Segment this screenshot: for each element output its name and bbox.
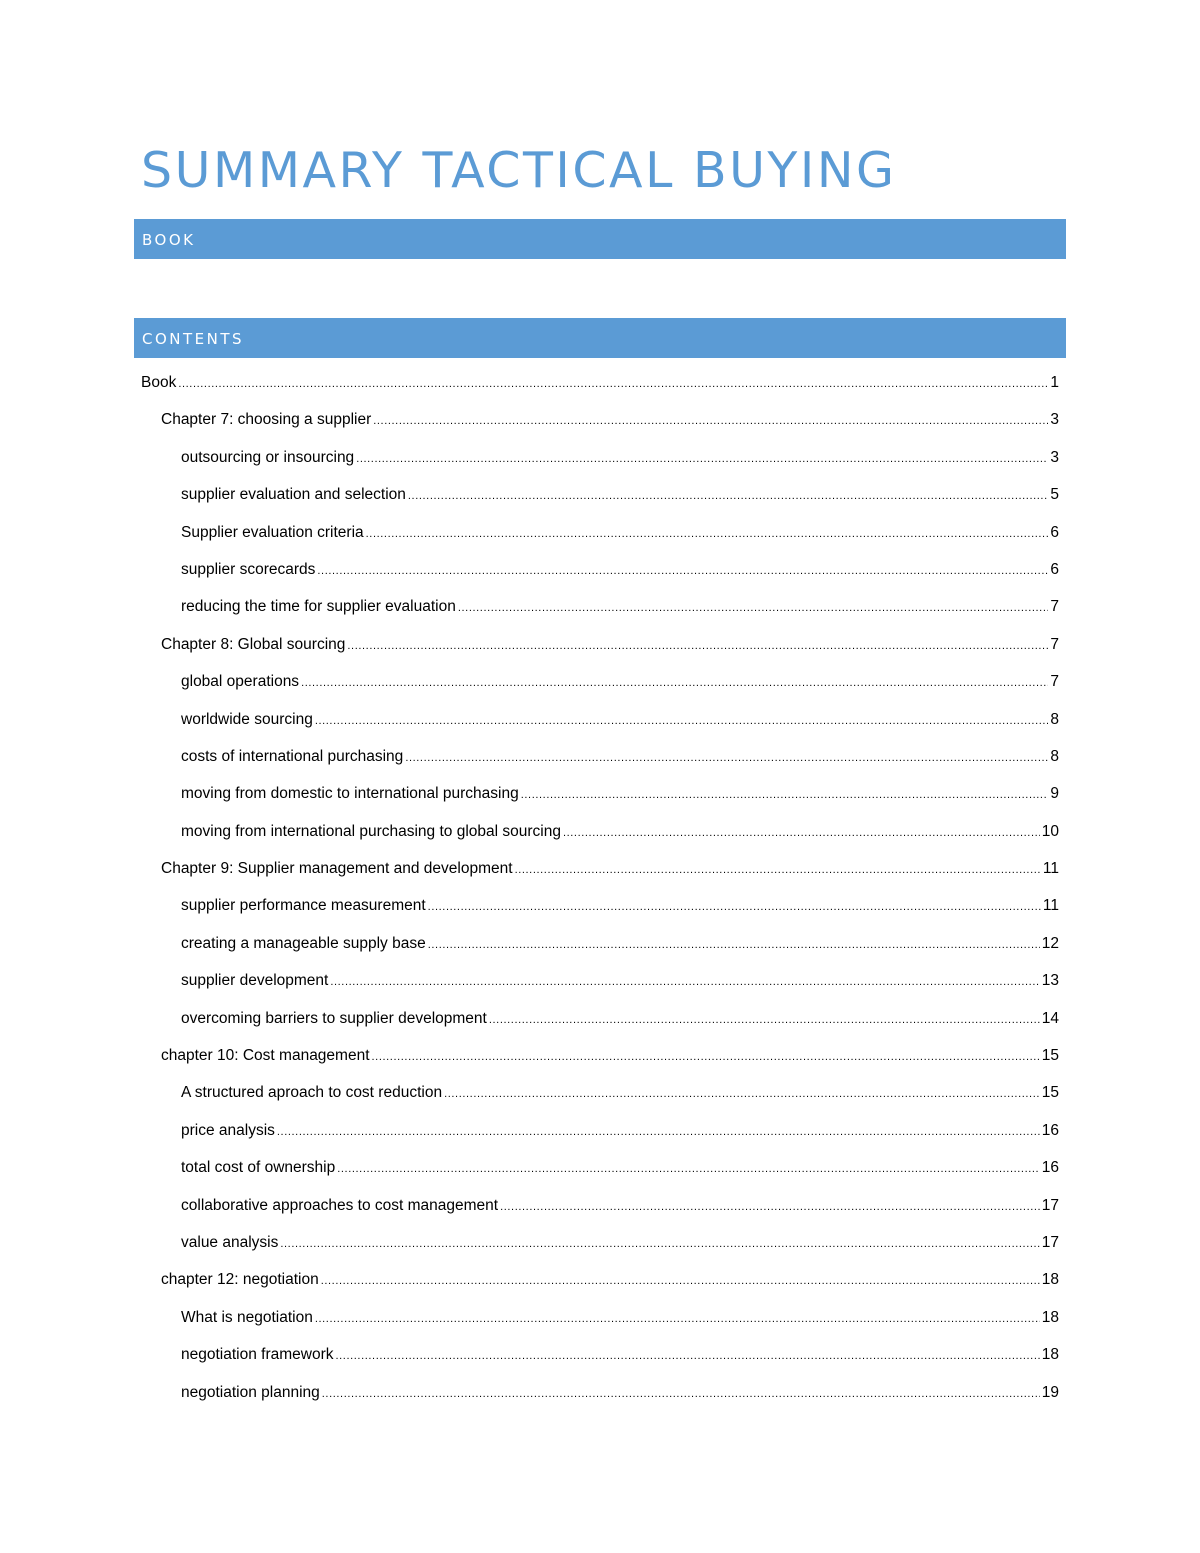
toc-dot-leader	[372, 1037, 1040, 1076]
toc-entry[interactable]	[141, 701, 1059, 738]
toc-entry-label[interactable]: costs of international purchasing	[181, 747, 404, 765]
toc-dot-leader	[563, 813, 1040, 852]
toc-entry-label[interactable]: Supplier evaluation criteria	[181, 523, 364, 541]
toc-entry-label[interactable]: What is negotiation	[181, 1308, 313, 1326]
toc-entry-page-number[interactable]: 8	[1050, 710, 1059, 728]
toc-entry-page-number[interactable]: 16	[1041, 1121, 1059, 1139]
toc-entry-label[interactable]: supplier performance measurement	[181, 897, 426, 915]
toc-entry[interactable]	[141, 775, 1059, 812]
toc-entry[interactable]	[141, 476, 1059, 513]
toc-entry-page-number[interactable]: 18	[1041, 1346, 1059, 1364]
toc-entry-label[interactable]: value analysis	[181, 1233, 279, 1251]
toc-entry-page-number[interactable]: 1	[1050, 374, 1059, 391]
toc-dot-leader	[322, 1374, 1040, 1413]
toc-entry-page-number[interactable]: 15	[1041, 1047, 1059, 1065]
toc-entry-page-number[interactable]: 7	[1050, 635, 1059, 653]
toc-dot-leader	[489, 1000, 1040, 1039]
toc-entry-page-number[interactable]: 18	[1041, 1308, 1059, 1326]
toc-entry-label[interactable]: collaborative approaches to cost management	[181, 1196, 499, 1214]
toc-entry-page-number[interactable]: 12	[1041, 934, 1059, 952]
toc-entry-label[interactable]: negotiation framework	[181, 1346, 334, 1364]
toc-entry[interactable]	[141, 401, 1059, 438]
toc-dot-leader	[373, 401, 1048, 440]
toc-entry[interactable]	[141, 887, 1059, 924]
toc-entry-page-number[interactable]: 15	[1041, 1084, 1059, 1102]
section-heading-contents	[134, 318, 1066, 358]
toc-entry[interactable]	[141, 1187, 1059, 1224]
toc-entry[interactable]	[141, 514, 1059, 551]
toc-entry-label[interactable]: chapter 12: negotiation	[161, 1271, 319, 1289]
toc-entry-label[interactable]: negotiation planning	[181, 1383, 320, 1401]
toc-entry[interactable]	[141, 738, 1059, 775]
toc-dot-leader	[366, 514, 1049, 553]
toc-entry-label[interactable]: total cost of ownership	[181, 1159, 336, 1177]
toc-entry[interactable]	[141, 1261, 1059, 1298]
toc-entry-page-number[interactable]: 18	[1041, 1271, 1059, 1289]
toc-entry-page-number[interactable]: 10	[1041, 822, 1059, 840]
toc-entry-label[interactable]: overcoming barriers to supplier development	[181, 1009, 487, 1027]
toc-entry-label[interactable]: Chapter 7: choosing a supplier	[161, 411, 372, 429]
toc-entry[interactable]	[141, 1074, 1059, 1111]
toc-entry-page-number[interactable]: 3	[1050, 448, 1059, 466]
toc-entry-page-number[interactable]: 3	[1050, 411, 1059, 429]
toc-dot-leader	[315, 701, 1049, 740]
toc-entry-label[interactable]: global operations	[181, 673, 300, 691]
toc-entry-label[interactable]: moving from international purchasing to global sourcing	[181, 822, 561, 840]
toc-entry[interactable]	[141, 1336, 1059, 1373]
toc-dot-leader	[315, 1299, 1040, 1338]
toc-entry[interactable]	[141, 1299, 1059, 1336]
document-title: SUMMARY TACTICAL BUYING	[141, 142, 897, 199]
toc-entry-label[interactable]: Chapter 9: Supplier management and development	[161, 860, 513, 878]
toc-dot-leader	[280, 1224, 1039, 1263]
toc-entry-page-number[interactable]: 19	[1041, 1383, 1059, 1401]
toc-entry[interactable]	[141, 850, 1059, 887]
toc-entry[interactable]	[141, 1224, 1059, 1261]
toc-dot-leader	[178, 364, 1048, 403]
toc-dot-leader	[277, 1112, 1040, 1151]
toc-dot-leader	[356, 439, 1048, 478]
toc-entry[interactable]	[141, 551, 1059, 588]
toc-entry-page-number[interactable]: 5	[1050, 486, 1059, 504]
toc-entry[interactable]	[141, 1149, 1059, 1186]
toc-entry[interactable]	[141, 663, 1059, 700]
toc-entry[interactable]	[141, 1374, 1059, 1411]
toc-entry-label[interactable]: supplier scorecards	[181, 560, 316, 578]
toc-dot-leader	[405, 738, 1048, 777]
toc-entry[interactable]	[141, 1112, 1059, 1149]
toc-entry[interactable]	[141, 1000, 1059, 1037]
toc-entry-label[interactable]: Book	[141, 374, 177, 391]
toc-entry-page-number[interactable]: 6	[1050, 523, 1059, 541]
toc-entry-page-number[interactable]: 14	[1041, 1009, 1059, 1027]
toc-entry-label[interactable]: chapter 10: Cost management	[161, 1047, 370, 1065]
toc-entry-label[interactable]: moving from domestic to international purchasing	[181, 785, 519, 803]
table-of-contents	[141, 364, 1059, 1411]
toc-dot-leader	[521, 775, 1049, 814]
toc-entry-label[interactable]: worldwide sourcing	[181, 710, 313, 728]
toc-entry[interactable]	[141, 1037, 1059, 1074]
toc-entry-page-number[interactable]: 7	[1050, 598, 1059, 616]
section-heading-book	[134, 219, 1066, 259]
section-heading-contents-label: CONTENTS	[142, 330, 245, 348]
toc-entry-page-number[interactable]: 17	[1041, 1233, 1059, 1251]
toc-entry-label[interactable]: price analysis	[181, 1121, 275, 1139]
toc-entry[interactable]	[141, 962, 1059, 999]
toc-dot-leader	[428, 887, 1041, 926]
toc-entry[interactable]	[141, 925, 1059, 962]
toc-entry[interactable]	[141, 626, 1059, 663]
toc-entry-page-number[interactable]: 11	[1042, 897, 1059, 915]
toc-entry-page-number[interactable]: 6	[1050, 560, 1059, 578]
toc-entry-page-number[interactable]: 7	[1050, 673, 1059, 691]
toc-entry-label[interactable]: Chapter 8: Global sourcing	[161, 635, 346, 653]
toc-entry-label[interactable]: A structured aproach to cost reduction	[181, 1084, 443, 1102]
toc-entry-label[interactable]: supplier development	[181, 972, 329, 990]
toc-dot-leader	[428, 925, 1040, 964]
toc-entry-label[interactable]: reducing the time for supplier evaluation	[181, 598, 456, 616]
section-heading-book-label: BOOK	[142, 231, 196, 249]
toc-entry-label[interactable]: supplier evaluation and selection	[181, 486, 406, 504]
toc-dot-leader	[347, 626, 1048, 665]
toc-dot-leader	[444, 1074, 1040, 1113]
toc-entry-page-number[interactable]: 9	[1050, 785, 1059, 803]
toc-entry-page-number[interactable]: 11	[1042, 860, 1059, 878]
toc-dot-leader	[330, 962, 1039, 1001]
toc-entry-label[interactable]: creating a manageable supply base	[181, 934, 426, 952]
toc-dot-leader	[515, 850, 1041, 889]
toc-entry-page-number[interactable]: 8	[1050, 747, 1059, 765]
toc-dot-leader	[336, 1336, 1040, 1375]
toc-dot-leader	[317, 551, 1048, 590]
toc-entry-page-number[interactable]: 13	[1041, 972, 1059, 990]
toc-entry-page-number[interactable]: 17	[1041, 1196, 1059, 1214]
toc-entry[interactable]	[141, 364, 1059, 401]
toc-entry-label[interactable]: outsourcing or insourcing	[181, 448, 355, 466]
toc-entry[interactable]	[141, 588, 1059, 625]
toc-entry[interactable]	[141, 813, 1059, 850]
toc-entry[interactable]	[141, 439, 1059, 476]
toc-entry-page-number[interactable]: 16	[1041, 1159, 1059, 1177]
toc-dot-leader	[337, 1149, 1040, 1188]
toc-dot-leader	[458, 588, 1049, 627]
toc-dot-leader	[500, 1187, 1040, 1226]
toc-dot-leader	[321, 1261, 1040, 1300]
toc-dot-leader	[301, 663, 1048, 702]
toc-dot-leader	[408, 476, 1048, 515]
